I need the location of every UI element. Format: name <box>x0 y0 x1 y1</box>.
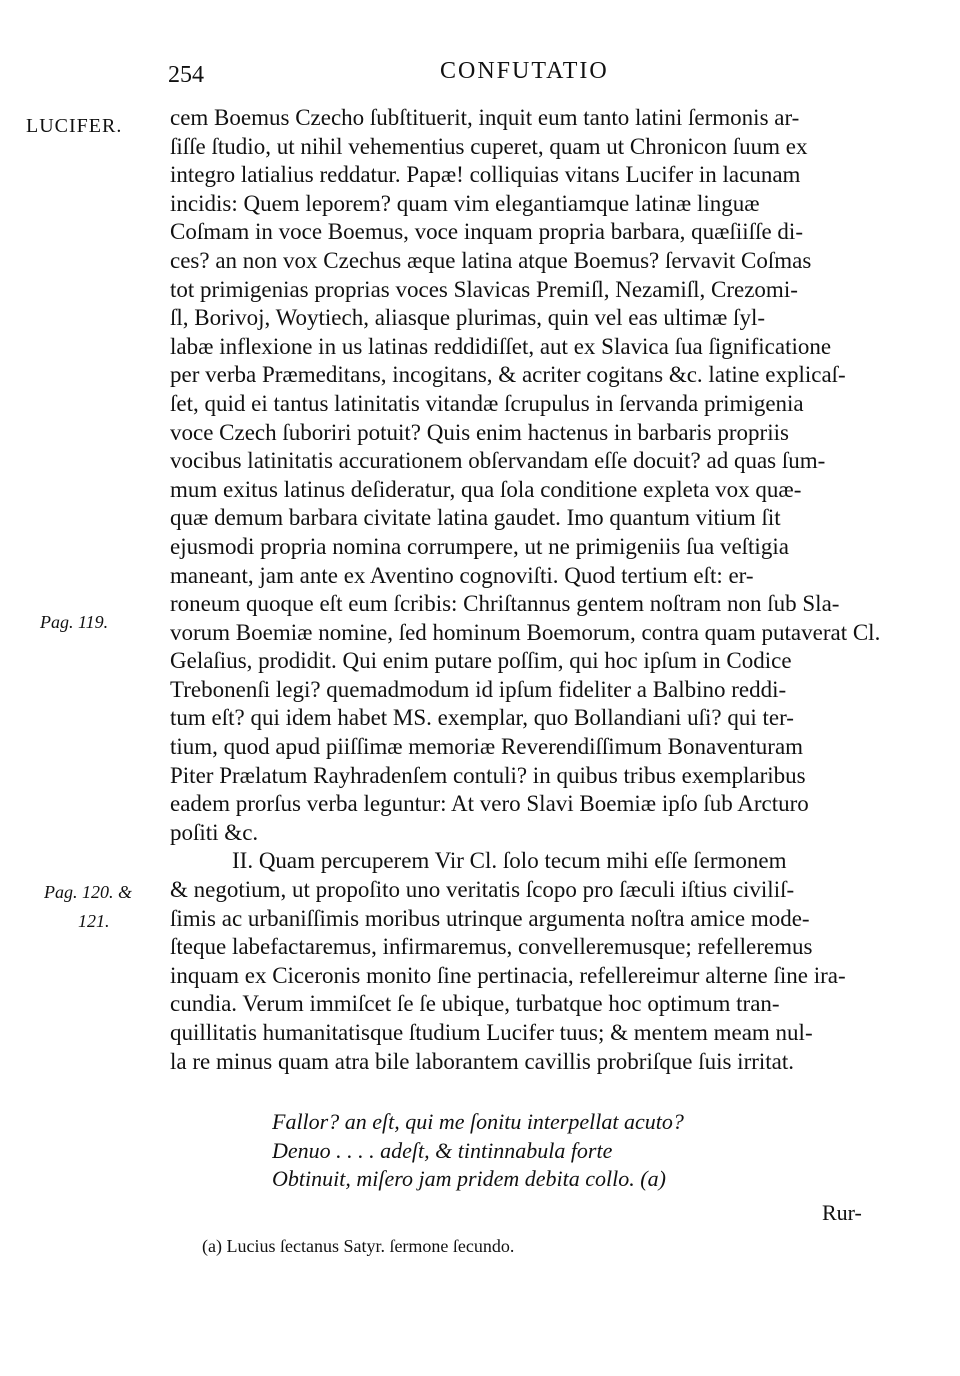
margin-note-line: Pag. 120. & <box>44 882 132 902</box>
text-line: tot primigenias proprias voces Slavicas Premiſl, Nezamiſl, Crezomi- <box>170 276 798 302</box>
verse-line: Denuo . . . . adeſt, & tintinnabula forte <box>272 1137 613 1163</box>
verse-line: Obtinuit, miſero jam pridem debita collo. (a) <box>272 1166 666 1191</box>
text-line: per verba Præmeditans, incogitans, & acriter cogitans &c. latine explicaſ- <box>170 362 846 388</box>
catchword: Rur- <box>822 1200 862 1225</box>
text-line: quæ demum barbara civitate latina gaudet. Imo quantum vitium ſit <box>170 505 781 531</box>
text-line: voce Czech ſuboriri potuit? Quis enim hactenus in barbaris propriis <box>170 419 789 445</box>
text-line: ſl, Borivoj, Woytiech, aliasque plurimas, quin vel eas ultimæ ſyl- <box>170 305 766 331</box>
text-line: ſet, quid ei tantus latinitatis vitandæ ſcrupulus in ſervanda primigenia <box>170 390 804 416</box>
running-title: CONFUTATIO <box>440 58 609 84</box>
text-line: II. Quam percuperem Vir Cl. ſolo tecum mihi eſſe ſermonem <box>232 848 787 874</box>
text-line: & negotium, ut propoſito uno veritatis ſcopo pro ſæculi iſtius civiliſ- <box>170 877 795 903</box>
text-line: incidis: Quem leporem? quam vim elegantiamque latinæ linguæ <box>170 190 760 216</box>
text-line: Trebonenſi legi? quemadmodum id ipſum fideliter a Balbino reddi- <box>170 676 787 702</box>
verse-quotation <box>272 1108 752 1194</box>
text-line: ſteque labefactaremus, infirmaremus, convelleremusque; refelleremus <box>170 934 813 960</box>
text-line: quillitatis humanitatisque ſtudium Lucifer tuus; & mentem meam nul- <box>170 1020 813 1045</box>
text-line: tum eſt? qui idem habet MS. exemplar, quo Bollandiani uſi? qui ter- <box>170 705 794 731</box>
text-line: Coſmam in voce Boemus, voce inquam propria barbara, quæſiiſſe di- <box>170 219 803 245</box>
margin-note-page-ref-120 <box>44 878 132 935</box>
verse-line: Fallor? an eſt, qui me ſonitu interpellat acuto? <box>272 1109 684 1134</box>
margin-note-page-ref-119: Pag. 119. <box>40 612 109 632</box>
page-number: 254 <box>168 62 204 88</box>
text-line: ſiſſe ſtudio, ut nihil vehementius cuperet, quam ut Chronicon ſuum ex <box>170 133 808 159</box>
text-line: tium, quod apud piiſſimæ memoriæ Reverendiſſimum Bonaventuram <box>170 734 804 760</box>
text-line: cundia. Verum immiſcet ſe ſe ubique, turbatque hoc optimum tran- <box>170 991 780 1017</box>
text-line: vocibus latinitatis accurationem obſervandam eſſe docuit? ad quas ſum- <box>170 448 826 474</box>
footnote: (a) Lucius ſectanus Satyr. ſermone ſecundo. <box>202 1236 515 1256</box>
text-line: mum exitus latinus deſideratur, qua ſola conditione expleta vox quæ- <box>170 476 802 502</box>
margin-note-lucifer: LUCIFER. <box>26 115 123 137</box>
text-line: roneum quoque eſt eum ſcribis: Chriſtannus gentem noſtram non ſub Sla- <box>170 591 840 617</box>
text-line: ſimis ac urbaniſſimis moribus utrinque argumenta noſtra amice mode- <box>170 905 810 931</box>
text-line: cem Boemus Czecho ſubſtituerit, inquit eum tanto latini ſermonis ar- <box>170 105 800 130</box>
text-line: labæ inflexione in us latinas reddidiſſet, aut ex Slavica ſua ſignificatione <box>170 333 832 359</box>
text-line: Gelaſius, prodidit. Qui enim putare poſſim, qui hoc ipſum in Codice <box>170 648 792 674</box>
text-line: vorum Boemiæ nomine, ſed hominum Boemorum, contra quam putaverat Cl. <box>170 619 881 645</box>
text-line: Piter Prælatum Rayhradenſem contuli? in quibus tribus exemplaribus <box>170 762 806 788</box>
text-line: inquam ex Ciceronis monito ſine pertinacia, refellereimur alterne ſine ira- <box>170 962 846 988</box>
margin-note-line: 121. <box>78 910 110 931</box>
text-line: ejusmodi propria nomina corrumpere, ut ne primigeniis ſua veſtigia <box>170 533 789 559</box>
text-line: poſiti &c. <box>170 819 259 845</box>
text-line: maneant, jam ante ex Aventino cognoviſti. Quod tertium eſt: er- <box>170 562 754 588</box>
text-line: integro latialius reddatur. Papæ! colliquias vitans Lucifer in lacunam <box>170 162 801 188</box>
text-line: ces? an non vox Czechus æque latina atque Boemus? ſervavit Coſmas <box>170 247 812 273</box>
text-line: la re minus quam atra bile laborantem cavillis probriſque ſuis irritat. <box>170 1048 795 1074</box>
text-line: eadem prorſus verba leguntur: At vero Slavi Boemiæ ipſo ſub Arcturo <box>170 791 809 817</box>
main-text-block <box>170 104 898 1076</box>
